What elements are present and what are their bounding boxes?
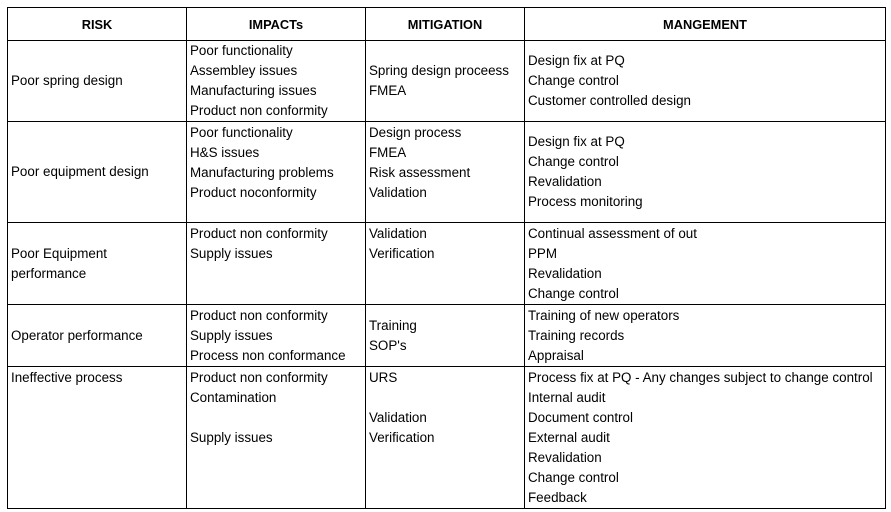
management-item: Change control xyxy=(528,154,619,169)
management-cell xyxy=(525,41,886,122)
table-header-row xyxy=(8,8,886,41)
impacts-cell xyxy=(187,305,366,367)
risk-cell xyxy=(8,223,187,305)
mitigation-item: Risk assessment xyxy=(369,165,471,180)
header-impacts: IMPACTs xyxy=(187,8,366,41)
impact-item: Poor functionality xyxy=(190,125,293,140)
mitigation-item: SOP's xyxy=(369,337,407,353)
header-management: MANGEMENT xyxy=(525,8,886,41)
management-item: Process fix at PQ - Any changes subject to change control xyxy=(528,370,873,385)
table-row xyxy=(8,122,886,223)
risk-label: Poor spring design xyxy=(11,73,123,88)
impacts-cell xyxy=(187,41,366,122)
risk-cell xyxy=(8,122,187,223)
impact-item: H&S issues xyxy=(190,145,260,160)
management-item: Training records xyxy=(528,328,625,343)
management-item: Document control xyxy=(528,410,633,425)
mitigation-cell xyxy=(366,223,525,305)
mitigation-item: FMEA xyxy=(369,83,407,98)
table-row xyxy=(8,41,886,122)
impact-item: Poor functionality xyxy=(190,43,293,58)
mitigation-item: URS xyxy=(369,370,398,385)
management-item: Internal audit xyxy=(528,390,606,405)
management-item: Change control xyxy=(528,286,619,301)
risk-label: Operator performance xyxy=(11,327,143,343)
impact-item: Manufacturing issues xyxy=(190,83,317,98)
mitigation-item: Verification xyxy=(369,246,435,261)
management-item: Process monitoring xyxy=(528,194,643,209)
mitigation-item: Spring design proceess xyxy=(369,63,509,78)
impact-item: Manufacturing problems xyxy=(190,165,334,180)
risk-cell xyxy=(8,305,187,367)
risk-label: performance xyxy=(11,265,87,281)
management-item: External audit xyxy=(528,430,610,445)
mitigation-item: Validation xyxy=(369,226,427,241)
risk-label: Poor Equipment xyxy=(11,245,108,261)
management-item: Revalidation xyxy=(528,450,602,465)
mitigation-item: Training xyxy=(369,317,417,333)
risk-management-table xyxy=(7,7,886,509)
table-row xyxy=(8,223,886,305)
impact-item: Supply issues xyxy=(190,328,273,343)
mitigation-spacer xyxy=(369,388,524,408)
table-row xyxy=(8,305,886,367)
impact-item: Supply issues xyxy=(190,246,273,261)
impacts-cell xyxy=(187,367,366,509)
management-item: Design fix at PQ xyxy=(528,134,625,149)
mitigation-item: Design process xyxy=(369,125,462,140)
impact-item: Assembley issues xyxy=(190,63,298,78)
mitigation-item: Validation xyxy=(369,410,427,425)
management-item: Training of new operators xyxy=(528,308,680,323)
impact-item: Supply issues xyxy=(190,430,273,445)
risk-label: Poor equipment design xyxy=(11,164,149,179)
impact-item: Product noconformity xyxy=(190,185,317,200)
table-row xyxy=(8,367,886,509)
mitigation-item: FMEA xyxy=(369,145,407,160)
impact-item: Product non conformity xyxy=(190,308,328,323)
impact-item: Product non conformity xyxy=(190,370,328,385)
header-risk: RISK xyxy=(8,8,187,41)
management-item: PPM xyxy=(528,246,558,261)
management-item: Feedback xyxy=(528,490,587,505)
mitigation-cell xyxy=(366,122,525,223)
management-item: Change control xyxy=(528,470,619,485)
impacts-cell xyxy=(187,223,366,305)
management-item: Revalidation xyxy=(528,266,602,281)
management-item: Appraisal xyxy=(528,348,584,363)
risk-cell xyxy=(8,41,187,122)
mitigation-cell xyxy=(366,305,525,367)
impact-item: Product non conformity xyxy=(190,226,328,241)
risk-label: Ineffective process xyxy=(11,370,123,385)
impact-item: Contamination xyxy=(190,390,277,405)
mitigation-cell xyxy=(366,367,525,509)
mitigation-cell xyxy=(366,41,525,122)
risk-cell xyxy=(8,367,187,509)
header-mitigation: MITIGATION xyxy=(366,8,525,41)
impact-spacer xyxy=(190,408,365,428)
management-cell xyxy=(525,122,886,223)
impacts-cell xyxy=(187,122,366,223)
management-cell xyxy=(525,223,886,305)
management-item: Customer controlled design xyxy=(528,93,692,108)
management-item: Continual assessment of out xyxy=(528,226,697,241)
management-item: Change control xyxy=(528,73,619,88)
management-cell xyxy=(525,305,886,367)
mitigation-item: Validation xyxy=(369,185,427,200)
impact-item: Product non conformity xyxy=(190,103,328,118)
management-cell xyxy=(525,367,886,509)
management-item: Design fix at PQ xyxy=(528,53,625,68)
management-item: Revalidation xyxy=(528,174,602,189)
mitigation-item: Verification xyxy=(369,430,435,445)
impact-item: Process non conformance xyxy=(190,348,346,363)
